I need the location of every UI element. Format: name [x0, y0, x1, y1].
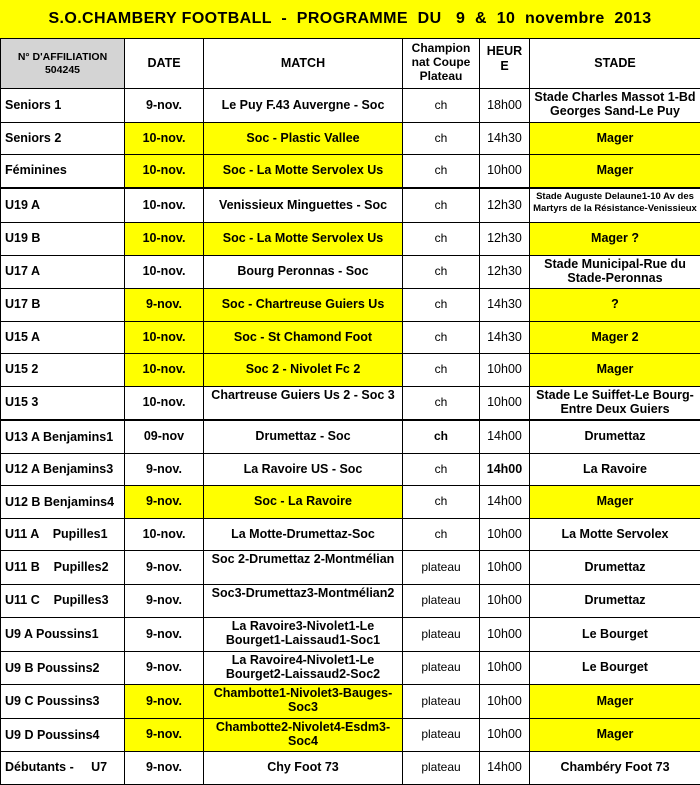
table-row — [1, 321, 700, 354]
championnat-cell: plateau — [403, 618, 480, 652]
championnat-header-line2: nat Coupe — [404, 55, 478, 69]
affiliation-header — [1, 39, 125, 89]
stade-cell: Drumettaz — [530, 551, 700, 585]
stade-cell: Mager — [530, 718, 700, 752]
championnat-cell: ch — [403, 518, 480, 551]
category-cell: U9 D Poussins4 — [1, 718, 125, 752]
table-row — [1, 122, 700, 155]
date-cell: 10-nov. — [125, 354, 204, 387]
heure-cell: 10h00 — [480, 618, 530, 652]
stade-cell: Le Bourget — [530, 651, 700, 685]
stade-cell: Le Bourget — [530, 618, 700, 652]
category-cell: U13 A Benjamins1 — [1, 420, 125, 453]
category-cell: Seniors 1 — [1, 89, 125, 123]
match-cell: Soc - La Motte Servolex Us — [204, 223, 403, 256]
match-cell: La Ravoire4-Nivolet1-Le Bourget2-Laissaud2-Soc2 — [204, 651, 403, 685]
stade-cell: La Motte Servolex — [530, 518, 700, 551]
championnat-cell: ch — [403, 255, 480, 289]
affiliation-number: 504245 — [2, 64, 123, 77]
date-cell: 9-nov. — [125, 685, 204, 719]
match-cell: Soc - La Ravoire — [204, 486, 403, 519]
stade-cell: Mager 2 — [530, 321, 700, 354]
championnat-cell: plateau — [403, 685, 480, 719]
stade-cell: Mager — [530, 685, 700, 719]
championnat-cell: plateau — [403, 651, 480, 685]
match-cell: Chambotte2-Nivolet4-Esdm3-Soc4 — [204, 718, 403, 752]
schedule-table — [0, 38, 700, 785]
stade-header: STADE — [530, 39, 700, 89]
championnat-cell: ch — [403, 486, 480, 519]
match-cell: Soc - Plastic Vallee — [204, 122, 403, 155]
championnat-cell: plateau — [403, 551, 480, 585]
championnat-cell: ch — [403, 89, 480, 123]
championnat-cell: ch — [403, 155, 480, 188]
table-row — [1, 551, 700, 585]
table-row — [1, 155, 700, 188]
match-cell: Soc3-Drumettaz3-Montmélian2 — [204, 584, 403, 618]
date-cell: 9-nov. — [125, 651, 204, 685]
stade-cell: ? — [530, 289, 700, 322]
date-cell: 9-nov. — [125, 551, 204, 585]
category-cell: Débutants - U7 — [1, 752, 125, 785]
heure-cell: 14h30 — [480, 321, 530, 354]
category-cell: U19 B — [1, 223, 125, 256]
championnat-cell: plateau — [403, 584, 480, 618]
match-cell: Chy Foot 73 — [204, 752, 403, 785]
heure-header-line2: E — [481, 59, 528, 74]
category-cell: Seniors 2 — [1, 122, 125, 155]
table-row — [1, 420, 700, 453]
heure-cell: 14h30 — [480, 122, 530, 155]
stade-cell: Mager — [530, 354, 700, 387]
match-header: MATCH — [204, 39, 403, 89]
category-cell: U17 B — [1, 289, 125, 322]
championnat-cell: ch — [403, 354, 480, 387]
stade-cell: Mager — [530, 122, 700, 155]
match-cell: La Ravoire3-Nivolet1-Le Bourget1-Laissaud1-Soc1 — [204, 618, 403, 652]
date-cell: 10-nov. — [125, 255, 204, 289]
category-cell: U9 A Poussins1 — [1, 618, 125, 652]
heure-header — [480, 39, 530, 89]
header-row — [1, 39, 700, 89]
table-row — [1, 518, 700, 551]
championnat-cell: plateau — [403, 718, 480, 752]
heure-cell: 10h00 — [480, 386, 530, 420]
page-title: S.O.CHAMBERY FOOTBALL - PROGRAMME DU 9 & 10 novembre 2013 — [0, 0, 700, 38]
heure-cell: 14h00 — [480, 453, 530, 486]
championnat-cell: ch — [403, 386, 480, 420]
table-row — [1, 386, 700, 420]
category-cell: U15 A — [1, 321, 125, 354]
table-row — [1, 618, 700, 652]
date-header: DATE — [125, 39, 204, 89]
heure-cell: 14h00 — [480, 752, 530, 785]
match-cell: La Ravoire US - Soc — [204, 453, 403, 486]
heure-header-line1: HEUR — [481, 44, 528, 59]
table-row — [1, 188, 700, 223]
championnat-cell: ch — [403, 122, 480, 155]
table-row — [1, 354, 700, 387]
heure-cell: 12h30 — [480, 188, 530, 223]
stade-cell: Mager — [530, 155, 700, 188]
date-cell: 9-nov. — [125, 618, 204, 652]
stade-cell: La Ravoire — [530, 453, 700, 486]
heure-cell: 10h00 — [480, 551, 530, 585]
heure-cell: 14h00 — [480, 486, 530, 519]
schedule-body — [1, 89, 700, 785]
heure-cell: 14h00 — [480, 420, 530, 453]
heure-cell: 12h30 — [480, 223, 530, 256]
championnat-cell: ch — [403, 420, 480, 453]
match-cell: Venissieux Minguettes - Soc — [204, 188, 403, 223]
match-cell: Soc - St Chamond Foot — [204, 321, 403, 354]
stade-cell: Drumettaz — [530, 584, 700, 618]
table-row — [1, 486, 700, 519]
heure-cell: 10h00 — [480, 718, 530, 752]
date-cell: 9-nov. — [125, 486, 204, 519]
date-cell: 10-nov. — [125, 518, 204, 551]
match-cell: Bourg Peronnas - Soc — [204, 255, 403, 289]
date-cell: 10-nov. — [125, 155, 204, 188]
championnat-cell: ch — [403, 321, 480, 354]
stade-cell: Stade Municipal-Rue du Stade-Peronnas — [530, 255, 700, 289]
match-cell: Drumettaz - Soc — [204, 420, 403, 453]
heure-cell: 10h00 — [480, 518, 530, 551]
table-row — [1, 89, 700, 123]
heure-cell: 10h00 — [480, 354, 530, 387]
date-cell: 9-nov. — [125, 584, 204, 618]
stade-cell: Mager ? — [530, 223, 700, 256]
table-row — [1, 584, 700, 618]
heure-cell: 10h00 — [480, 584, 530, 618]
category-cell: Féminines — [1, 155, 125, 188]
heure-cell: 10h00 — [480, 685, 530, 719]
stade-cell: Stade Le Suiffet-Le Bourg-Entre Deux Guiers — [530, 386, 700, 420]
heure-cell: 10h00 — [480, 155, 530, 188]
date-cell: 9-nov. — [125, 453, 204, 486]
stade-cell: Mager — [530, 486, 700, 519]
date-cell: 9-nov. — [125, 752, 204, 785]
match-cell: Le Puy F.43 Auvergne - Soc — [204, 89, 403, 123]
date-cell: 9-nov. — [125, 718, 204, 752]
championnat-header-line1: Champion — [404, 41, 478, 55]
date-cell: 10-nov. — [125, 223, 204, 256]
category-cell: U17 A — [1, 255, 125, 289]
stade-cell: Drumettaz — [530, 420, 700, 453]
date-cell: 10-nov. — [125, 386, 204, 420]
match-cell: La Motte-Drumettaz-Soc — [204, 518, 403, 551]
championnat-cell: ch — [403, 289, 480, 322]
date-cell: 10-nov. — [125, 122, 204, 155]
match-cell: Soc - Chartreuse Guiers Us — [204, 289, 403, 322]
affiliation-label: N° D'AFFILIATION — [2, 51, 123, 64]
category-cell: U11 B Pupilles2 — [1, 551, 125, 585]
category-cell: U11 C Pupilles3 — [1, 584, 125, 618]
stade-cell: Chambéry Foot 73 — [530, 752, 700, 785]
table-row — [1, 255, 700, 289]
championnat-cell: plateau — [403, 752, 480, 785]
heure-cell: 10h00 — [480, 651, 530, 685]
match-cell: Soc 2-Drumettaz 2-Montmélian — [204, 551, 403, 585]
table-row — [1, 685, 700, 719]
date-cell: 9-nov. — [125, 289, 204, 322]
category-cell: U12 B Benjamins4 — [1, 486, 125, 519]
match-cell: Chambotte1-Nivolet3-Bauges-Soc3 — [204, 685, 403, 719]
table-row — [1, 223, 700, 256]
table-row — [1, 289, 700, 322]
category-cell: U9 B Poussins2 — [1, 651, 125, 685]
category-cell: U19 A — [1, 188, 125, 223]
championnat-header — [403, 39, 480, 89]
stade-cell: Stade Auguste Delaune1-10 Av des Martyrs de la Résistance-Venissieux — [530, 188, 700, 223]
category-cell: U11 A Pupilles1 — [1, 518, 125, 551]
date-cell: 09-nov — [125, 420, 204, 453]
date-cell: 10-nov. — [125, 188, 204, 223]
match-cell: Soc - La Motte Servolex Us — [204, 155, 403, 188]
championnat-cell: ch — [403, 188, 480, 223]
heure-cell: 12h30 — [480, 255, 530, 289]
championnat-cell: ch — [403, 453, 480, 486]
category-cell: U9 C Poussins3 — [1, 685, 125, 719]
stade-cell: Stade Charles Massot 1-Bd Georges Sand-Le Puy — [530, 89, 700, 123]
date-cell: 9-nov. — [125, 89, 204, 123]
championnat-cell: ch — [403, 223, 480, 256]
date-cell: 10-nov. — [125, 321, 204, 354]
table-row — [1, 651, 700, 685]
championnat-header-line3: Plateau — [404, 69, 478, 83]
table-row — [1, 718, 700, 752]
category-cell: U15 2 — [1, 354, 125, 387]
category-cell: U12 A Benjamins3 — [1, 453, 125, 486]
table-row — [1, 752, 700, 785]
match-cell: Soc 2 - Nivolet Fc 2 — [204, 354, 403, 387]
heure-cell: 18h00 — [480, 89, 530, 123]
table-row — [1, 453, 700, 486]
heure-cell: 14h30 — [480, 289, 530, 322]
category-cell: U15 3 — [1, 386, 125, 420]
match-cell: Chartreuse Guiers Us 2 - Soc 3 — [204, 386, 403, 420]
